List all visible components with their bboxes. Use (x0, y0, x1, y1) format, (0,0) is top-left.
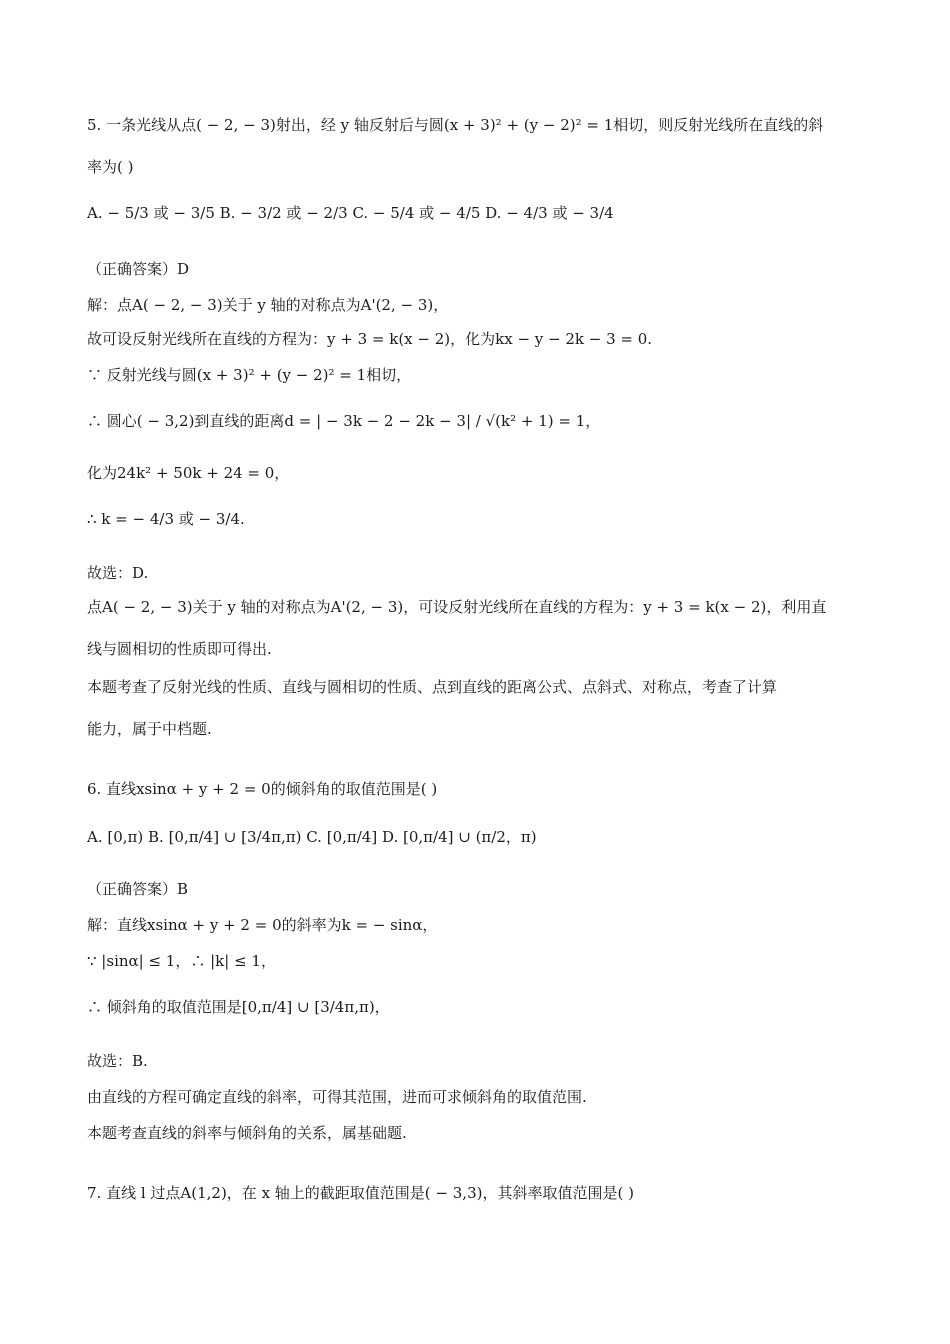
q6-comment-line-1: 本题考查直线的斜率与倾斜角的关系，属基础题. (87, 1124, 407, 1142)
q6-answer: （正确答案）B (87, 880, 189, 898)
q5-stem-line-2: 率为( ) (87, 158, 134, 176)
q5-solution-line-1: 解：点A( − 2, − 3)关于 y 轴的对称点为A'(2, − 3)， (87, 296, 449, 314)
q5-stem-line-1: 5. 一条光线从点( − 2, − 3)射出，经 y 轴反射后与圆(x + 3)² + (y − 2)² = 1相切，则反射光线所在直线的斜 (87, 116, 824, 134)
q6-solution-line-4: 故选：B. (87, 1052, 148, 1070)
q5-solution-line-4: ∴ 圆心( − 3,2)到直线的距离d = | − 3k − 2 − 2k − 3| / √(k² + 1) = 1， (87, 412, 601, 430)
q5-solution-line-5: 化为24k² + 50k + 24 = 0， (87, 464, 290, 482)
q5-options: A. − 5/3 或 − 3/5 B. − 3/2 或 − 2/3 C. − 5/4 或 − 4/5 D. − 4/3 或 − 3/4 (87, 204, 614, 222)
q5-answer: （正确答案）D (87, 260, 190, 278)
q5-comment-line-2: 能力，属于中档题. (87, 720, 212, 738)
q5-solution-line-6: ∴ k = − 4/3 或 − 3/4. (87, 510, 245, 528)
q5-solution-line-2: 故可设反射光线所在直线的方程为：y + 3 = k(x − 2)，化为kx − y − 2k − 3 = 0. (87, 330, 653, 348)
q5-analysis-line-2: 线与圆相切的性质即可得出. (87, 640, 272, 658)
q5-comment-line-1: 本题考查了反射光线的性质、直线与圆相切的性质、点到直线的距离公式、点斜式、对称点，考查了计算 (87, 678, 778, 696)
q6-solution-line-2: ∵ |sinα| ≤ 1，∴ |k| ≤ 1， (87, 952, 276, 970)
q6-stem: 6. 直线xsinα + y + 2 = 0的倾斜角的取值范围是( ) (87, 780, 438, 798)
q6-solution-line-3: ∴ 倾斜角的取值范围是[0,π/4] ∪ [3/4π,π)， (87, 998, 390, 1016)
q5-solution-line-7: 故选：D. (87, 564, 149, 582)
q6-analysis-line-1: 由直线的方程可确定直线的斜率，可得其范围，进而可求倾斜角的取值范围. (87, 1088, 587, 1106)
q5-analysis-line-1: 点A( − 2, − 3)关于 y 轴的对称点为A'(2, − 3)，可设反射光线所在直线的方程为：y + 3 = k(x − 2)，利用直 (87, 598, 827, 616)
q6-options: A. [0,π) B. [0,π/4] ∪ [3/4π,π) C. [0,π/4] D. [0,π/4] ∪ (π/2，π) (87, 828, 537, 846)
q5-solution-line-3: ∵ 反射光线与圆(x + 3)² + (y − 2)² = 1相切， (87, 366, 412, 384)
q6-solution-line-1: 解：直线xsinα + y + 2 = 0的斜率为k = − sinα， (87, 916, 438, 934)
q7-stem: 7. 直线 l 过点A(1,2)，在 x 轴上的截距取值范围是( − 3,3)，其斜率取值范围是( ) (87, 1184, 634, 1202)
